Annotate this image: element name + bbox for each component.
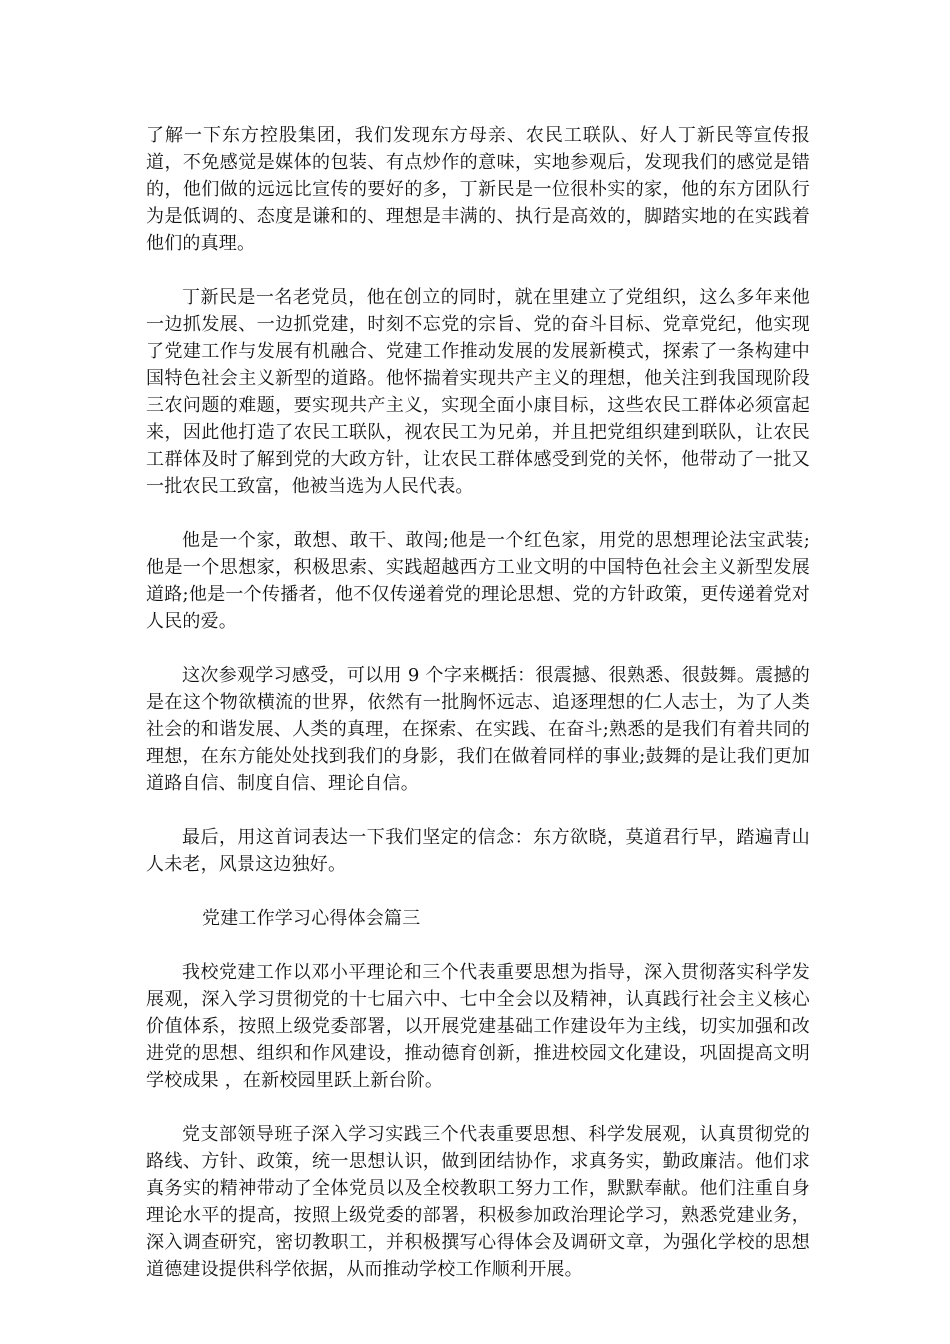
paragraph-3: 他是一个家，敢想、敢干、敢闯;他是一个红色家，用党的思想理论法宝武装;他是一个思想家，积极思索、实践超越西方工业文明的中国特色社会主义新型发展道路;他是一个传播者，他不仅传递着党的理论思想、党的方针政策，更传递着党对人民的爱。	[146, 530, 810, 632]
paragraph-1: 了解一下东方控股集团，我们发现东方母亲、农民工联队、好人丁新民等宣传报道，不免感觉是媒体的包装、有点炒作的意味，实地参观后，发现我们的感觉是错的，他们做的远远比宣传的要好的多，丁新民是一位很朴实的家，他的东方团队行为是低调的、态度是谦和的、理想是丰满的、执行是高效的，脚踏实地的在实践着他们的真理。	[146, 125, 810, 254]
paragraph-4: 这次参观学习感受，可以用 9 个字来概括：很震撼、很熟悉、很鼓舞。震撼的是在这个物欲横流的世界，依然有一批胸怀远志、追逐理想的仁人志士，为了人类社会的和谐发展、人类的真理，在探索、在实践、在奋斗;熟悉的是我们有着共同的理想，在东方能处处找到我们的身影，我们在做着同样的事业;鼓舞的是让我们更加道路自信、制度自信、理论自信。	[146, 665, 810, 794]
paragraph-7: 党支部领导班子深入学习实践三个代表重要思想、科学发展观，认真贯彻党的路线、方针、政策，统一思想认识，做到团结协作，求真务实，勤政廉洁。他们求真务实的精神带动了全体党员以及全校教职工努力工作，默默奉献。他们注重自身理论水平的提高，按照上级党委的部署，积极参加政治理论学习，熟悉党建业务，深入调查研究，密切教职工，并积极撰写心得体会及调研文章，为强化学校的思想道德建设提供科学依据，从而推动学校工作顺利开展。	[146, 1124, 810, 1280]
paragraph-2: 丁新民是一名老党员，他在创立的同时，就在里建立了党组织，这么多年来他一边抓发展、一边抓党建，时刻不忘党的宗旨、党的奋斗目标、党章党纪，他实现了党建工作与发展有机融合、党建工作推动发展的发展新模式，探索了一条构建中国特色社会主义新型的道路。他怀揣着实现共产主义的理想，他关注到我国现阶段三农问题的难题，要实现共产主义，实现全面小康目标，这些农民工群体必须富起来，因此他打造了农民工联队，视农民工为兄弟，并且把党组织建到联队，让农民工群体及时了解到党的大政方针，让农民工群体感受到党的关怀，他带动了一批又一批农民工致富，他被当选为人民代表。	[146, 287, 810, 497]
paragraph-5: 最后，用这首词表达一下我们坚定的信念：东方欲晓，莫道君行早，踏遍青山人未老，风景这边独好。	[146, 827, 810, 875]
paragraph-6: 我校党建工作以邓小平理论和三个代表重要思想为指导，深入贯彻落实科学发展观，深入学习贯彻党的十七届六中、七中全会以及精神，认真践行社会主义核心价值体系，按照上级党委部署，以开展党建基础工作建设年为主线，切实加强和改进党的思想、组织和作风建设，推动德育创新，推进校园文化建设，巩固提高文明学校成果 ，在新校园里跃上新台阶。	[146, 962, 810, 1091]
section-heading: 党建工作学习心得体会篇三	[202, 908, 421, 929]
document-body	[146, 122, 810, 1310]
